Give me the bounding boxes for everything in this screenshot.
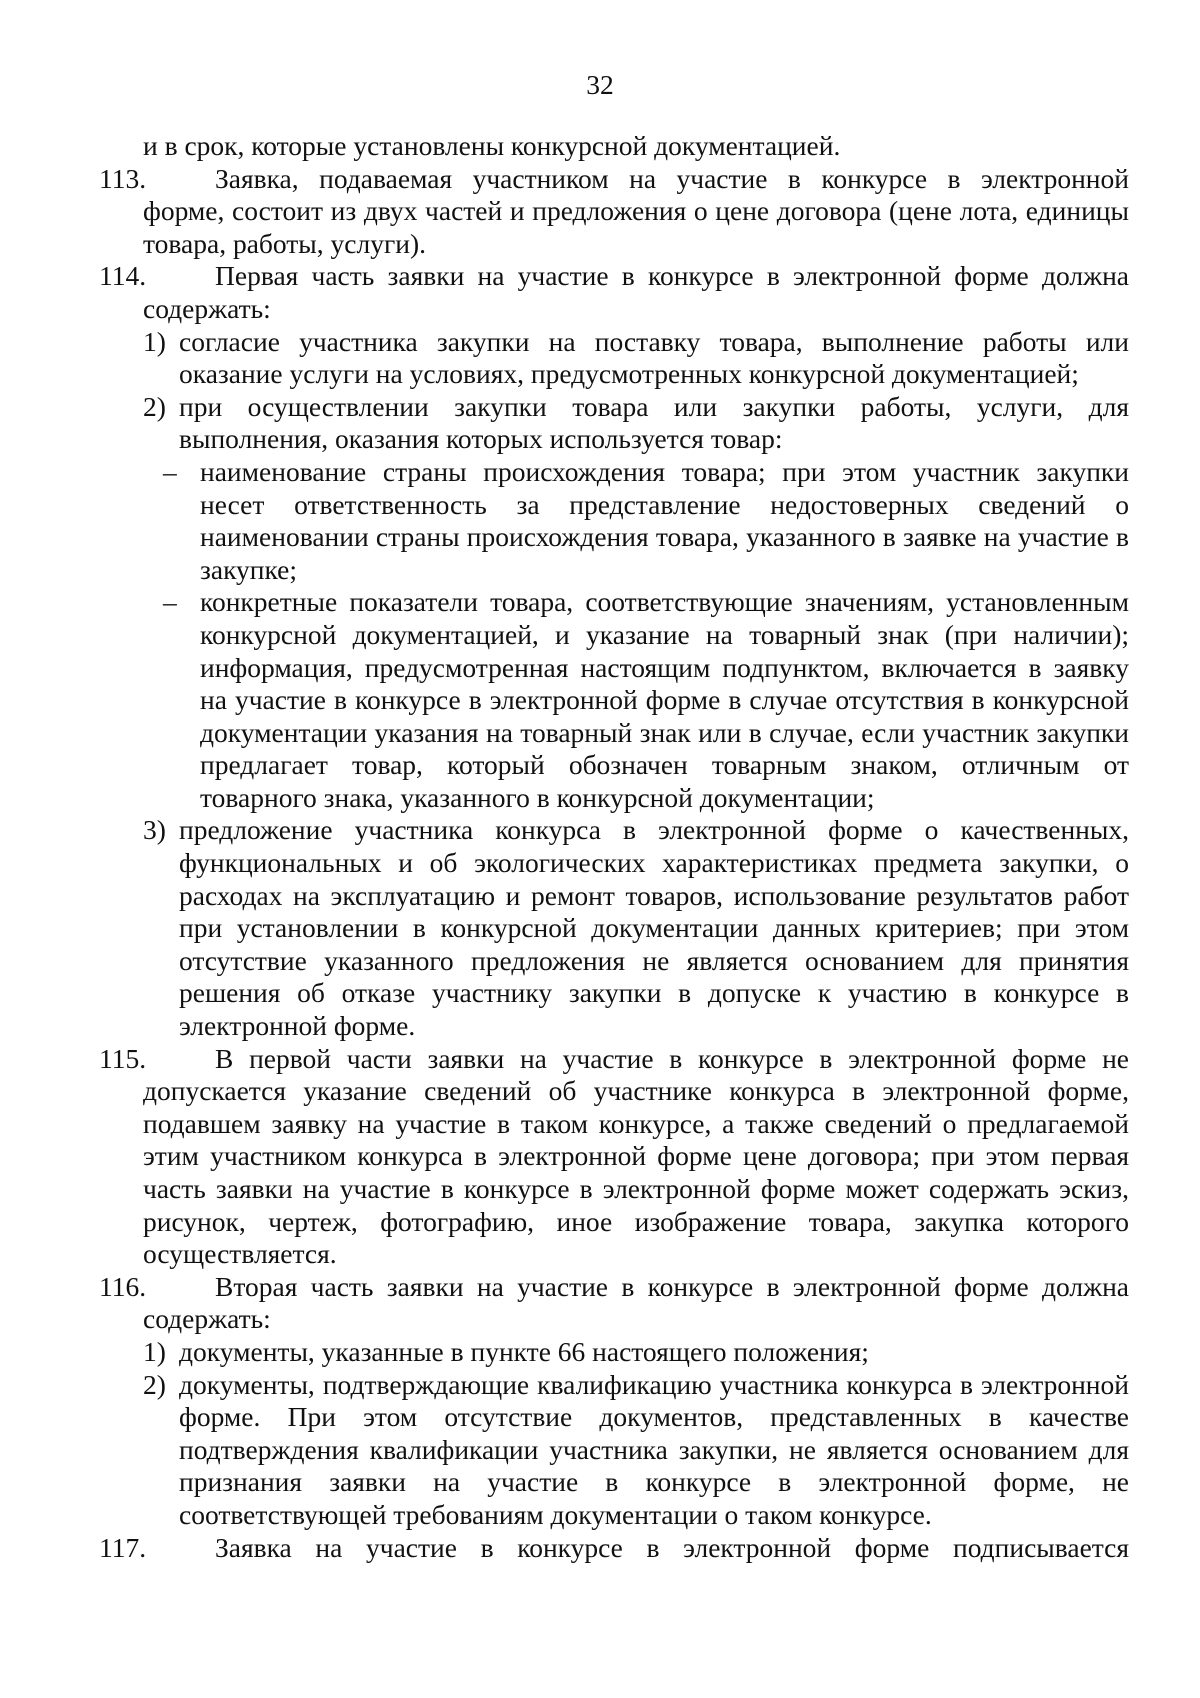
clause-115 — [99, 1042, 1129, 1271]
dash-marker: – — [163, 455, 177, 487]
item-text: предложение участника конкурса в электронной форме о качественных, функциональных и об экологических характеристиках предмета закупки, о расходах на эксплуатацию и ремонт товаров, использование результатов работ при установлении в конкурсной документации данных критериев; при этом отсутствие указанного предложения не является основанием для принятия решения об отказе участнику закупки в допуске к участию в конкурсе в электронной форме. — [179, 814, 1129, 1042]
clause-number: 113. — [99, 162, 147, 194]
page-number: 32 — [586, 69, 614, 100]
clause-number: 117. — [99, 1531, 147, 1563]
continuation-text: и в срок, которые установлены конкурсной документацией. — [143, 130, 841, 161]
sub-item-text: конкретные показатели товара, соответствующие значениям, установленным конкурсной документацией, и указание на товарный знак (при наличии); информация, предусмотренная настоящим подпунктом, включается в заявку на участие в конкурсе в электронной форме в случае отсутствия в конкурсной документации указания на товарный знак или в случае, если участник закупки предлагает товар, который обозначен товарным знаком, отличным от товарного знака, указанного в конкурсной документации; — [200, 586, 1129, 813]
clause-text: форме, состоит из двух частей и предложения о цене договора (цене лота, единицы товара, работы, услуги). — [143, 195, 1129, 259]
clause-text: содержать: — [143, 292, 271, 324]
list-item — [143, 1369, 1129, 1532]
clause-first-line: Вторая часть заявки на участие в конкурсе в электронной форме должна — [215, 1270, 1129, 1302]
item-number: 3) — [143, 814, 166, 846]
clause-text: содержать: — [143, 1303, 271, 1335]
clause-first-line: Первая часть заявки на участие в конкурсе в электронной форме должна — [215, 260, 1129, 292]
dash-marker: – — [163, 586, 177, 618]
item-number: 1) — [143, 325, 166, 357]
item-text: документы, указанные в пункте 66 настоящего положения; — [179, 1335, 869, 1367]
item-text: согласие участника закупки на поставку товара, выполнение работы или оказание услуги на условиях, предусмотренных конкурсной документацией; — [179, 325, 1129, 390]
sub-item-text: наименование страны происхождения товара; при этом участник закупки несет ответственность за представление недостоверных сведений о наименовании страны происхождения товара, указанного в заявке на участие в закупке; — [200, 455, 1129, 585]
clause-number: 114. — [99, 260, 147, 292]
list-item — [143, 326, 1129, 391]
item-text: документы, подтверждающие квалификацию участника конкурса в электронной форме. При этом отсутствие документов, представленных в качестве подтверждения квалификации участника закупки, не является основанием для признания заявки на участие в конкурсе в электронной форме, не соответствующей требованиям документации о таком конкурсе. — [179, 1368, 1129, 1530]
clause-first-line: В первой части заявки на участие в конкурсе в электронной форме не — [215, 1042, 1129, 1074]
clause-number: 115. — [99, 1042, 147, 1074]
item-text: при осуществлении закупки товара или закупки работы, услуги, для выполнения, оказания которых используется товар: — [179, 390, 1129, 455]
clause-117 — [99, 1531, 1129, 1565]
list-item — [143, 1336, 1129, 1369]
item-number: 2) — [143, 1368, 166, 1400]
clause-first-line: Заявка, подаваемая участником на участие в конкурсе в электронной — [215, 162, 1129, 194]
sub-item — [163, 586, 1129, 814]
clause-first-line: Заявка на участие в конкурсе в электронной форме подписывается — [215, 1531, 1129, 1563]
clause-113 — [99, 162, 1129, 261]
clause-number: 116. — [99, 1270, 147, 1302]
sub-item — [163, 456, 1129, 586]
document-body — [99, 130, 1129, 1564]
list-item — [143, 391, 1129, 456]
item-number: 2) — [143, 390, 166, 422]
clause-text: допускается указание сведений об участнике конкурса в электронной форме, подавшем заявку на участие в таком конкурсе, а также сведений о предлагаемой этим участником конкурса в электронной форме цене договора; при этом первая часть заявки на участие в конкурсе в электронной форме может содержать эскиз, рисунок, чертеж, фотографию, иное изображение товара, закупка которого осуществляется. — [143, 1075, 1129, 1270]
list-item — [143, 814, 1129, 1042]
item-number: 1) — [143, 1335, 166, 1367]
clause-116 — [99, 1270, 1129, 1532]
clause-114 — [99, 260, 1129, 1042]
